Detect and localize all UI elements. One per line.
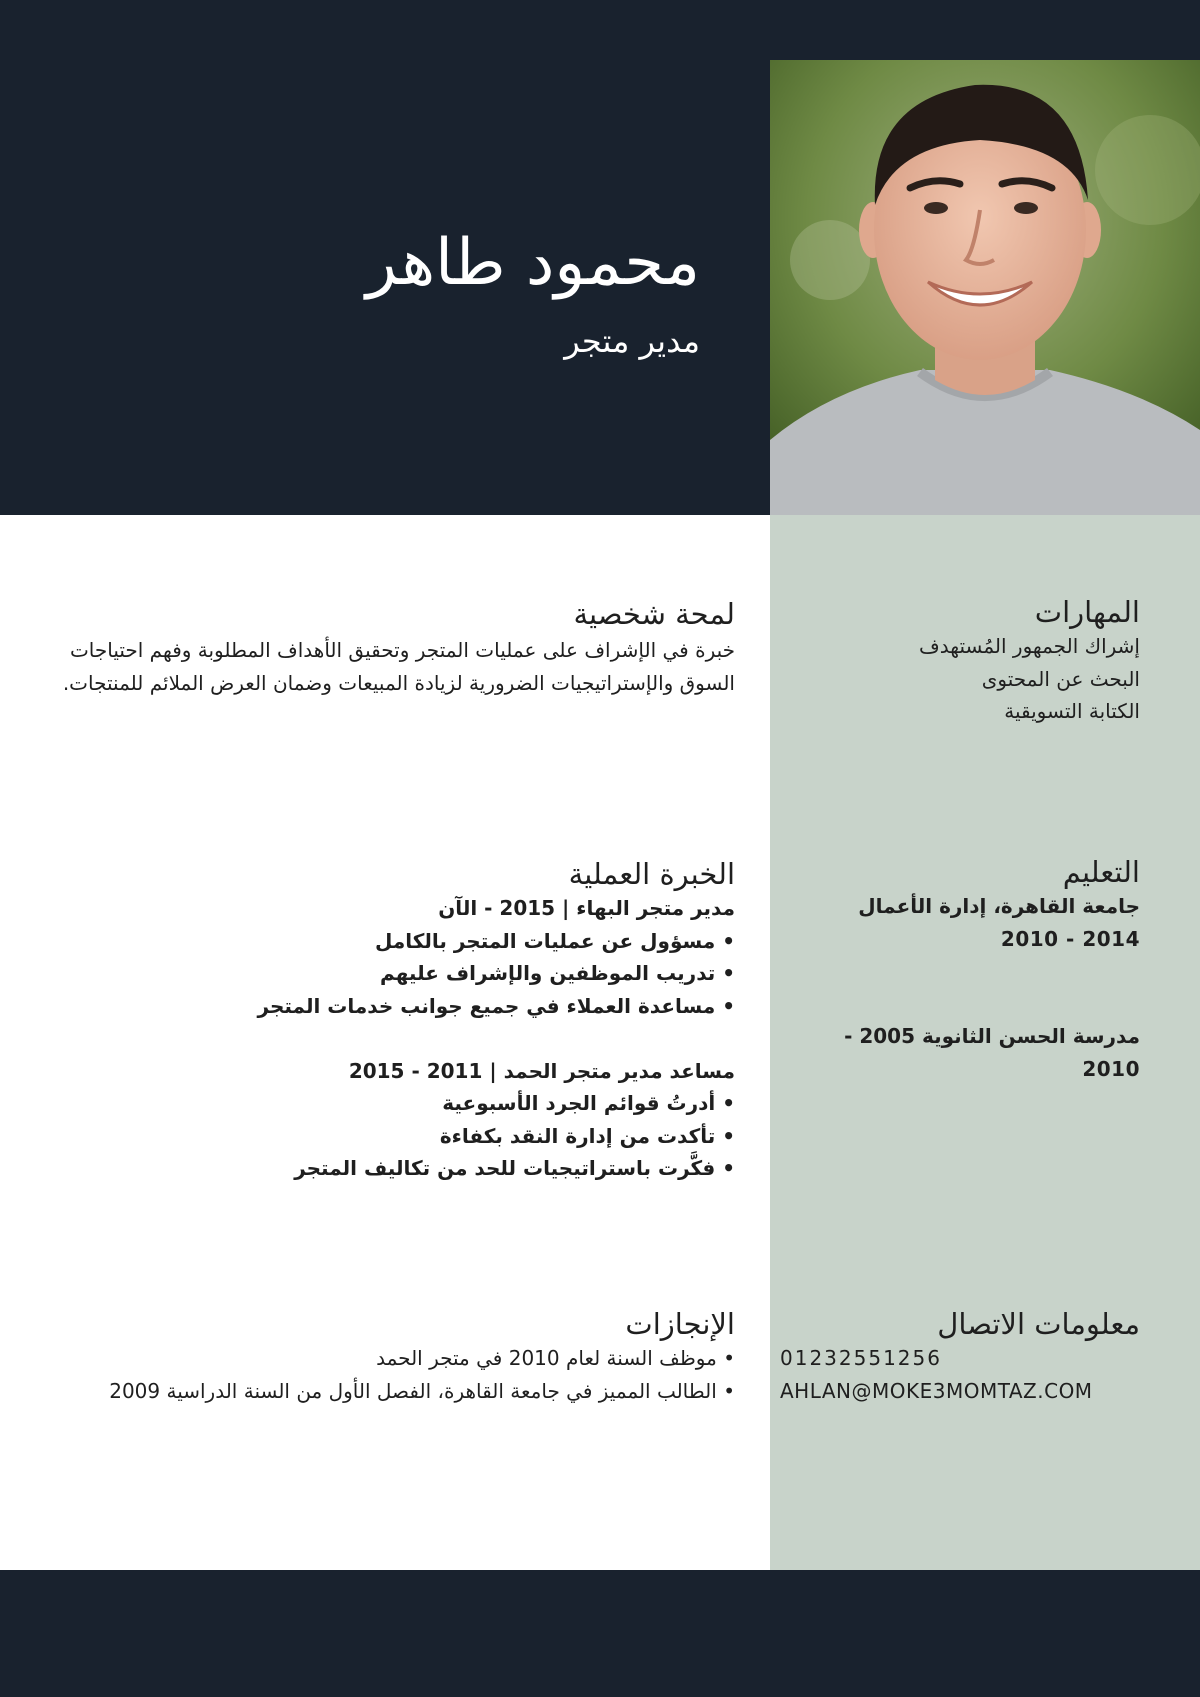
education-line: 2014 - 2010 — [1000, 926, 1140, 951]
achievements-list — [35, 1342, 735, 1407]
job-bullet: • فكَّرت باستراتيجيات للحد من تكاليف المتجر — [35, 1152, 735, 1185]
achievements-heading: الإنجازات — [625, 1307, 735, 1341]
profile-heading: لمحة شخصية — [573, 597, 735, 631]
skills-list — [780, 630, 1140, 728]
education-heading: التعليم — [1062, 855, 1140, 889]
profile-photo — [770, 60, 1200, 515]
skill-item: البحث عن المحتوى — [981, 666, 1140, 691]
contact-list — [780, 1342, 1140, 1407]
education-line: 2010 — [1082, 1056, 1140, 1081]
email-address[interactable]: AHLAN@MOKE3MOMTAZ.COM — [780, 1378, 1093, 1403]
job-bullet: • تأكدت من إدارة النقد بكفاءة — [35, 1120, 735, 1153]
contact-section — [780, 1306, 1140, 1407]
skill-item: الكتابة التسويقية — [1004, 699, 1140, 724]
skill-item: إشراك الجمهور المُستهدف — [919, 634, 1140, 659]
achievement-item: • الطالب المميز في جامعة القاهرة، الفصل الأول من السنة الدراسية 2009 — [35, 1375, 735, 1408]
job-bullet: • أدرتُ قوائم الجرد الأسبوعية — [35, 1087, 735, 1120]
achievements-section — [35, 1306, 735, 1407]
skills-heading: المهارات — [1034, 595, 1140, 629]
spacer — [780, 955, 1140, 988]
spacer — [780, 988, 1140, 1021]
education-line: مدرسة الحسن الثانوية 2005 - — [844, 1024, 1140, 1049]
job-bullet: • مسؤول عن عمليات المتجر بالكامل — [35, 925, 735, 958]
education-line: جامعة القاهرة، إدارة الأعمال — [858, 894, 1140, 919]
experience-list — [35, 892, 735, 1185]
experience-section — [35, 856, 735, 1185]
phone-number[interactable]: 01232551256 — [780, 1346, 942, 1371]
job-bullet: • مساعدة العملاء في جميع جوانب خدمات المتجر — [35, 990, 735, 1023]
job-title: مدير متجر — [564, 322, 700, 360]
skills-section — [780, 594, 1140, 728]
achievement-item: • موظف السنة لعام 2010 في متجر الحمد — [35, 1342, 735, 1375]
job-bullet: • تدريب الموظفين والإشراف عليهم — [35, 957, 735, 990]
person-name: محمود طاهر — [366, 226, 700, 300]
education-list — [780, 890, 1140, 1085]
footer-band — [0, 1570, 1200, 1697]
experience-heading: الخبرة العملية — [568, 857, 735, 891]
education-section — [780, 854, 1140, 1085]
profile-section — [35, 596, 735, 699]
contact-heading: معلومات الاتصال — [937, 1307, 1140, 1341]
job-title-line: مساعد مدير متجر الحمد | 2011 - 2015 — [348, 1058, 735, 1083]
spacer — [35, 1022, 735, 1055]
profile-text: خبرة في الإشراف على عمليات المتجر وتحقيق الأهداف المطلوبة وفهم احتياجات السوق والإستراتيجيات الضرورية لزيادة المبيعات وضمان العرض الملائم للمنتجات. — [62, 638, 735, 695]
job-title-line: مدير متجر البهاء | 2015 - الآن — [438, 896, 735, 921]
